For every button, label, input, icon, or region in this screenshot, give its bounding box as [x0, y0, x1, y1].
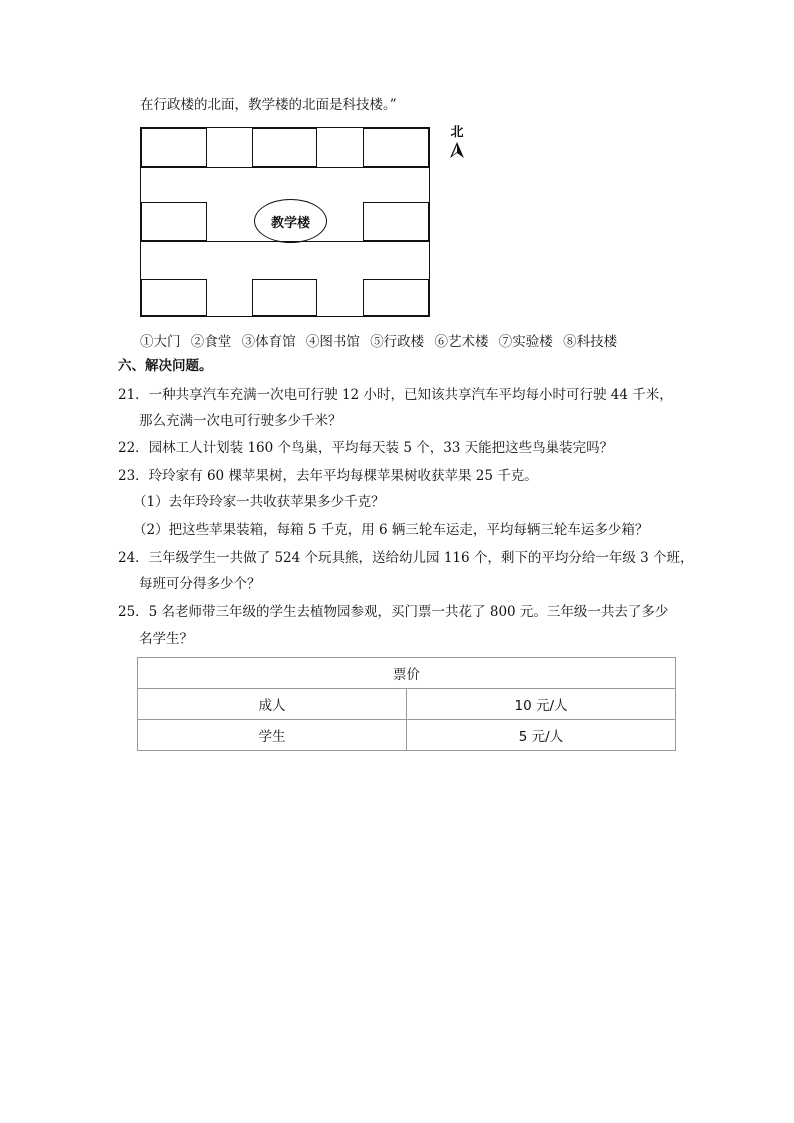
north-label: 北: [450, 125, 464, 140]
map-legend: [140, 330, 623, 350]
map-building-bottom-middle: [252, 279, 317, 316]
legend-item: ①大门: [140, 334, 181, 350]
price-row-value: 5 元/人: [407, 720, 676, 751]
question-21-line1: 21．一种共享汽车充满一次电可行驶 12 小时，已知该共享汽车平均每小时可行驶 44 千米，: [118, 387, 673, 403]
table-row: [138, 720, 676, 751]
price-table: [137, 657, 676, 751]
legend-item: ⑦实验楼: [498, 334, 553, 350]
question-22: 22．园林工人计划装 160 个鸟巢，平均每天装 5 个，33 天能把这些鸟巢装完吗？: [118, 440, 614, 456]
question-24-line2: 每班可分得多少个？: [139, 576, 261, 592]
question-21-line2: 那么充满一次电可行驶多少千米？: [139, 413, 342, 429]
north-indicator: [447, 125, 467, 163]
question-23-sub1: （1）去年玲玲家一共收获苹果多少千克？: [133, 494, 385, 510]
map-building-top-right: [363, 128, 429, 167]
question-24-line1: 24．三年级学生一共做了 524 个玩具熊，送给幼儿园 116 个，剩下的平均分给一年级 3 个班，: [118, 550, 694, 566]
map-building-bottom-left: [141, 279, 207, 316]
map-road-edge: [141, 167, 429, 168]
legend-item: ⑤行政楼: [370, 334, 425, 350]
map-center-label: 教学楼: [270, 215, 310, 231]
map-center-building: [254, 199, 327, 243]
question-25-line1: 25．5 名老师带三年级的学生去植物园参观，买门票一共花了 800 元。三年级一共去了多少: [118, 604, 669, 620]
map-building-middle-right: [363, 202, 429, 241]
map-building-top-left: [141, 128, 207, 167]
question-25-line2: 名学生？: [139, 631, 193, 647]
table-header-row: [138, 658, 676, 689]
section-title: 六、解决问题。: [118, 358, 213, 374]
price-table-header: 票价: [138, 658, 676, 689]
price-row-label: 学生: [138, 720, 407, 751]
legend-item: ④图书馆: [305, 334, 360, 350]
question-23: 23．玲玲家有 60 棵苹果树，去年平均每棵苹果树收获苹果 25 千克。: [118, 468, 538, 484]
legend-item: ⑥艺术楼: [434, 334, 489, 350]
table-row: [138, 689, 676, 720]
campus-map: [140, 127, 430, 317]
legend-item: ③体育馆: [241, 334, 296, 350]
price-row-label: 成人: [138, 689, 407, 720]
map-building-bottom-right: [363, 279, 429, 316]
map-building-middle-left: [141, 202, 207, 241]
legend-item: ⑧科技楼: [563, 334, 618, 350]
legend-item: ②食堂: [190, 334, 232, 350]
north-arrow-icon: [449, 141, 465, 159]
map-building-top-middle: [252, 128, 317, 167]
intro-line: 在行政楼的北面，教学楼的北面是科技楼。”: [140, 97, 397, 113]
price-row-value: 10 元/人: [407, 689, 676, 720]
question-23-sub2: （2）把这些苹果装箱，每箱 5 千克，用 6 辆三轮车运走，平均每辆三轮车运多少箱？: [133, 522, 649, 538]
